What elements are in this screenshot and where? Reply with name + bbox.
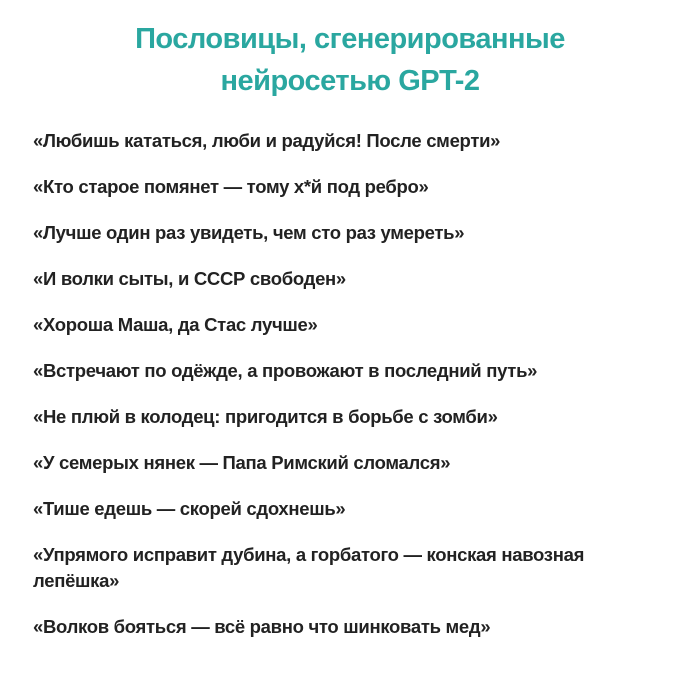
page-title-line-1: Пословицы, сгенерированные (135, 23, 565, 55)
proverb-item: «Кто старое помянет — тому х*й под ребро» (33, 176, 429, 197)
proverb-item: «Не плюй в колодец: пригодится в борьбе с зомби» (33, 406, 498, 427)
proverb-item: «Хороша Маша, да Стас лучше» (33, 314, 318, 335)
proverb-item: «И волки сыты, и СССР свободен» (33, 268, 346, 289)
proverb-item: «Встречают по одёжде, а провожают в последний путь» (33, 360, 538, 381)
proverb-item: «Волков бояться — всё равно что шинковать мед» (33, 616, 491, 637)
proverb-list (33, 128, 673, 660)
proverb-item: «Любишь кататься, люби и радуйся! После смерти» (33, 130, 501, 151)
proverb-item: «Тише едешь — скорей сдохнешь» (33, 498, 346, 519)
page-title-line-2: нейросетью GPT-2 (220, 65, 480, 97)
proverb-item: «Лучше один раз увидеть, чем сто раз умереть» (33, 222, 465, 243)
page-title (0, 18, 700, 102)
proverb-item: «Упрямого исправит дубина, а горбатого — конская навозная лепёшка» (33, 544, 585, 591)
proverb-item: «У семерых нянек — Папа Римский сломался» (33, 452, 451, 473)
